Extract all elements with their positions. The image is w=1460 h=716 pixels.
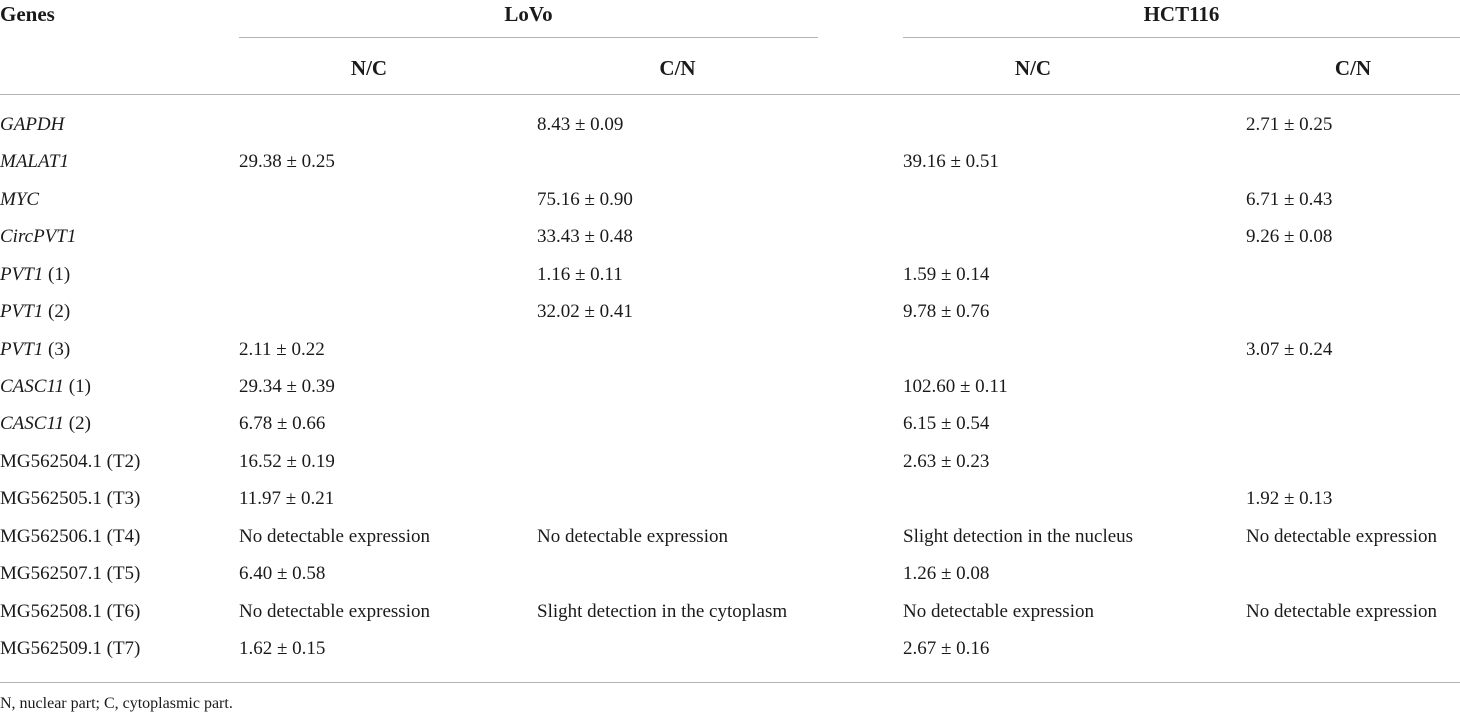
gene-name [0, 638, 140, 660]
header-group-lovo: LoVo [504, 2, 553, 26]
value-cell: 3.07 ± 0.24 [1246, 338, 1333, 360]
gene-name [0, 301, 70, 323]
table-row [0, 376, 1460, 413]
value-cell: 75.16 ± 0.90 [537, 188, 633, 210]
value-cell: 32.02 ± 0.41 [537, 301, 633, 323]
value-cell: 33.43 ± 0.48 [537, 226, 633, 248]
table-row [0, 601, 1460, 638]
table-row [0, 151, 1460, 188]
table-row [0, 189, 1460, 226]
group-underline-lovo [239, 37, 818, 38]
value-cell: No detectable expression [1246, 525, 1437, 547]
table-footnote: N, nuclear part; C, cytoplasmic part. [0, 695, 233, 712]
value-cell: 2.71 ± 0.25 [1246, 114, 1333, 135]
gene-name [0, 114, 64, 136]
table-row [0, 526, 1460, 563]
value-cell: 9.26 ± 0.08 [1246, 226, 1333, 248]
header-hct116-nc: N/C [1014, 56, 1052, 80]
gene-suffix: (2) [43, 301, 71, 323]
value-cell: No detectable expression [903, 600, 1094, 622]
gene-name [0, 413, 91, 435]
value-cell: 1.92 ± 0.13 [1246, 488, 1333, 510]
value-cell: 1.62 ± 0.15 [239, 638, 326, 660]
gene-symbol: PVT1 [0, 263, 44, 285]
gene-symbol: MYC [0, 188, 40, 210]
gene-suffix: (2) [64, 413, 91, 435]
value-cell: 2.63 ± 0.23 [903, 450, 990, 472]
gene-name [0, 151, 69, 173]
value-cell: 6.78 ± 0.66 [239, 413, 326, 435]
header-genes: Genes [0, 2, 55, 26]
gene-name [0, 488, 140, 510]
table-row [0, 451, 1460, 488]
value-cell: 1.59 ± 0.14 [903, 263, 990, 285]
gene-symbol: MG562506.1 (T4) [0, 525, 141, 547]
gene-name [0, 376, 91, 398]
gene-symbol: CASC11 [0, 413, 65, 435]
gene-symbol: GAPDH [0, 114, 65, 135]
value-cell: 39.16 ± 0.51 [903, 151, 999, 173]
table-row [0, 264, 1460, 301]
gene-suffix: (1) [43, 263, 71, 285]
value-cell: 29.34 ± 0.39 [239, 376, 335, 397]
value-cell: No detectable expression [1246, 600, 1437, 622]
header-group-hct116: HCT116 [1143, 2, 1220, 26]
value-cell: 6.15 ± 0.54 [903, 413, 990, 435]
table-row [0, 638, 1460, 675]
gene-symbol: PVT1 [0, 338, 44, 360]
gene-symbol: CASC11 [0, 376, 65, 397]
table-row [0, 563, 1460, 600]
value-cell: 1.26 ± 0.08 [903, 563, 990, 585]
table-row [0, 339, 1460, 376]
group-underline-hct116 [903, 37, 1460, 38]
gene-symbol: MG562507.1 (T5) [0, 563, 141, 585]
value-cell: 11.97 ± 0.21 [239, 488, 335, 510]
table-row [0, 114, 1460, 151]
gene-symbol: MG562505.1 (T3) [0, 488, 141, 510]
gene-symbol: MG562504.1 (T2) [0, 450, 141, 472]
gene-suffix: (3) [43, 338, 71, 360]
value-cell: 2.11 ± 0.22 [239, 338, 325, 360]
gene-name [0, 451, 140, 473]
value-cell: 16.52 ± 0.19 [239, 450, 335, 472]
gene-name [0, 189, 39, 211]
value-cell: 9.78 ± 0.76 [903, 301, 990, 323]
gene-symbol: MG562508.1 (T6) [0, 600, 141, 622]
gene-name [0, 264, 70, 286]
header-lovo-cn: C/N [659, 56, 696, 80]
gene-symbol: MG562509.1 (T7) [0, 638, 141, 660]
gene-name [0, 601, 140, 623]
value-cell: No detectable expression [239, 600, 430, 622]
table-row [0, 301, 1460, 338]
value-cell: 6.71 ± 0.43 [1246, 188, 1333, 210]
table-row [0, 488, 1460, 525]
value-cell: 8.43 ± 0.09 [537, 114, 624, 135]
value-cell: No detectable expression [239, 525, 430, 547]
gene-name [0, 339, 70, 361]
table-row [0, 413, 1460, 450]
gene-suffix: (1) [64, 376, 91, 397]
gene-name [0, 563, 140, 585]
header-lovo-nc: N/C [350, 56, 388, 80]
value-cell: 2.67 ± 0.16 [903, 638, 990, 660]
gene-symbol: MALAT1 [0, 151, 69, 173]
gene-name [0, 526, 140, 548]
value-cell: 29.38 ± 0.25 [239, 151, 335, 173]
bottom-rule [0, 682, 1460, 683]
gene-symbol: CircPVT1 [0, 226, 77, 248]
header-hct116-cn: C/N [1334, 56, 1372, 80]
header-rule [0, 94, 1460, 95]
gene-symbol: PVT1 [0, 301, 44, 323]
value-cell: 1.16 ± 0.11 [537, 263, 623, 285]
value-cell: 6.40 ± 0.58 [239, 563, 326, 585]
gene-name [0, 226, 76, 248]
value-cell: 102.60 ± 0.11 [903, 376, 1008, 397]
value-cell: No detectable expression [537, 525, 728, 547]
table-row [0, 226, 1460, 263]
value-cell: Slight detection in the nucleus [903, 525, 1134, 547]
value-cell: Slight detection in the cytoplasm [537, 600, 788, 622]
